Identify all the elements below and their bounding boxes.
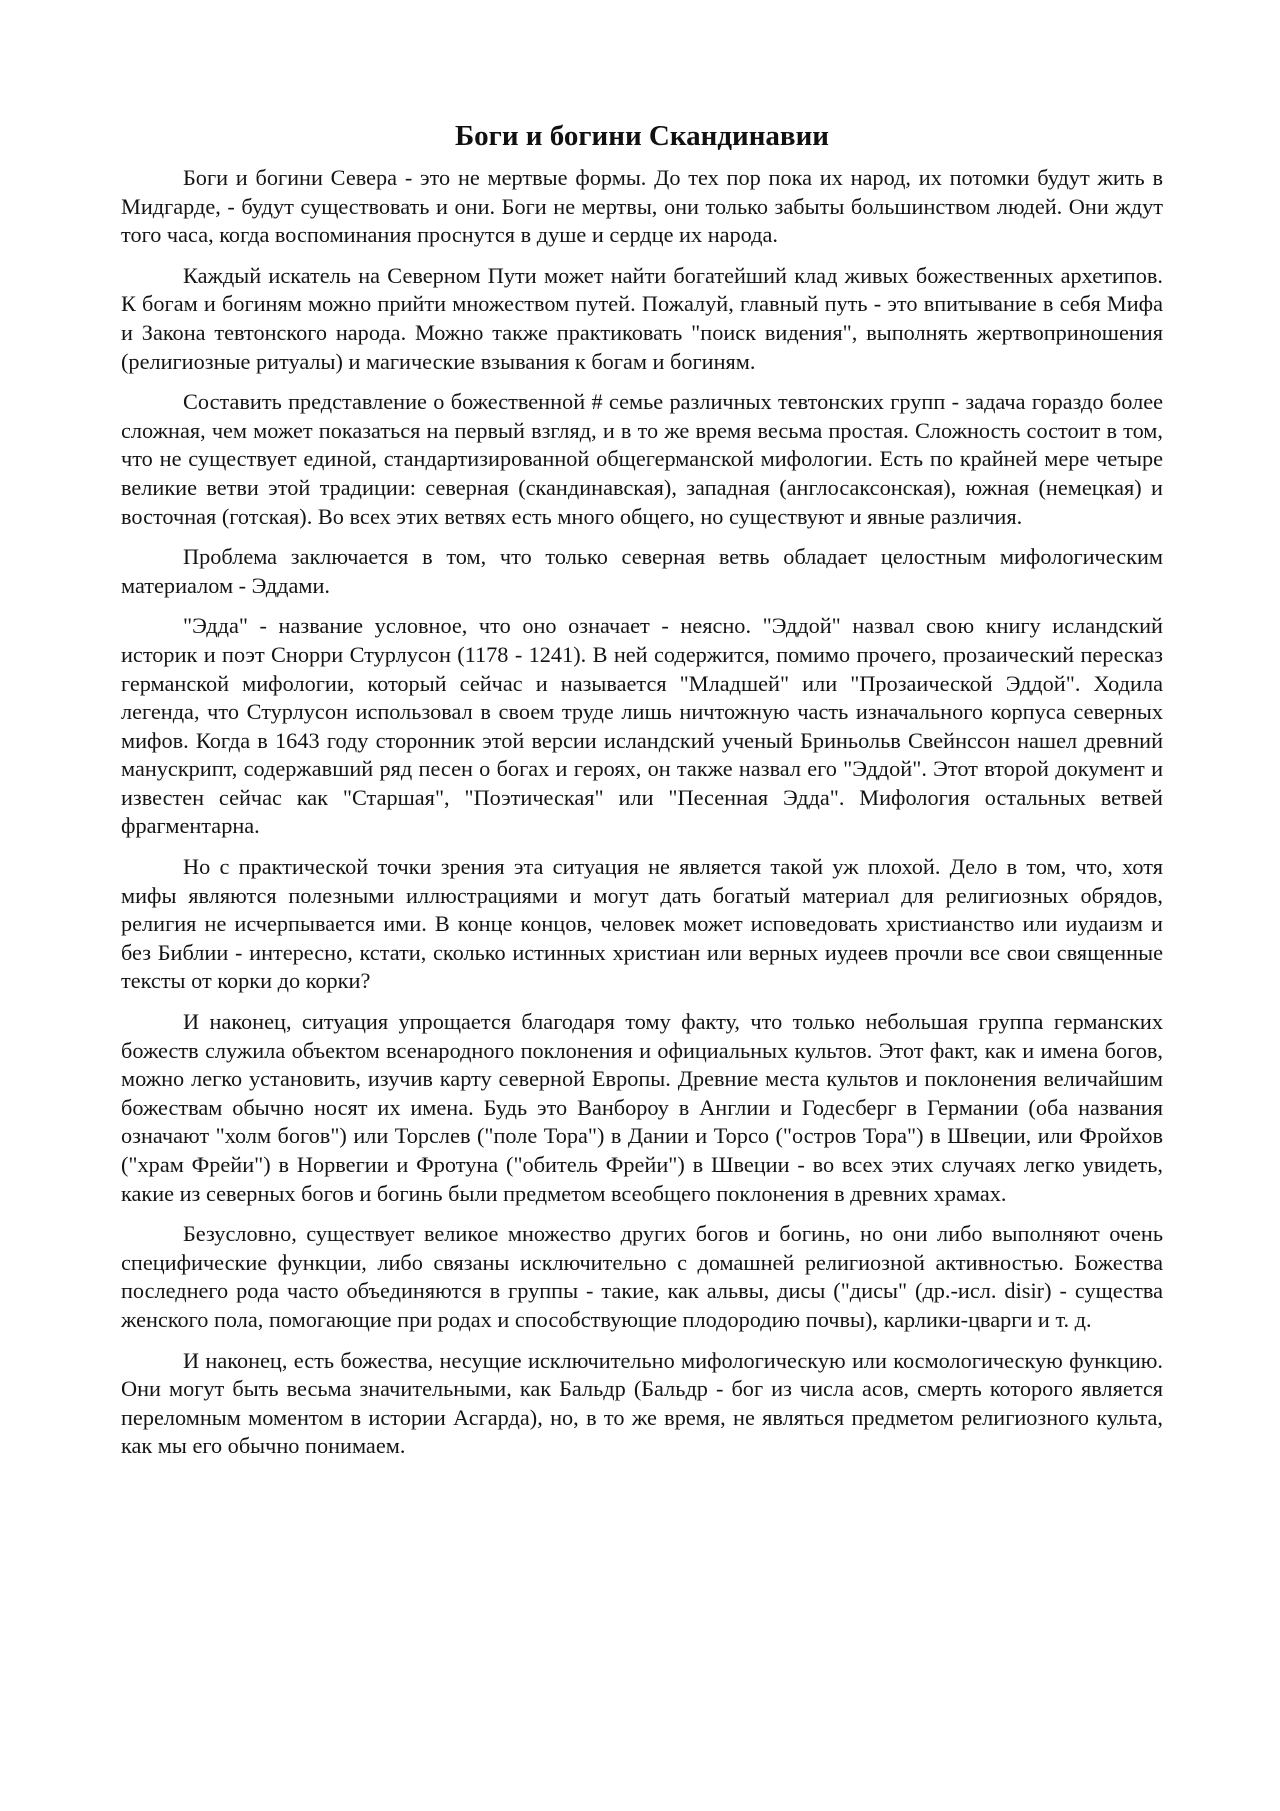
document-body [121,118,1163,1473]
paragraph-cult-places: И наконец, ситуация упрощается благодаря тому факту, что только небольшая группа германских божеств служила объектом всенародного поклонения и официальных культов. Этот факт, как и имена богов, можно легко установить, изучив карту северной Европы. Древние места культов и поклонения величайшим божествам обычно носят их имена. Будь это Ванбороу в Англии и Годесберг в Германии (оба названия означают "холм богов") или Торслев ("поле Тора") в Дании и Торсо ("остров Тора") в Швеции, или Фройхов ("храм Фрейи") в Норвегии и Фротуна ("обитель Фрейи") в Швеции - во всех этих случаях легко увидеть, какие из северных богов и богинь были предметом всеобщего поклонения в древних храмах. [121,1009,1163,1206]
paragraph-mythological: И наконец, есть божества, несущие исключительно мифологическую или космологическую функцию. Они могут быть весьма значительными, как Бальдр (Бальдр - бог из числа асов, смерть которого является переломным моментом в истории Асгарда), но, в то же время, не являться предметом религиозного культа, как мы его обычно понимаем. [121,1347,1163,1459]
paragraph-intro: Боги и богини Севера - это не мертвые формы. До тех пор пока их народ, их потомки будут жить в Мидгарде, - будут существовать и они. Боги не мертвы, они только забыты большинством людей. Они ждут того часа, когда воспоминания проснутся в душе и сердце их народа. [121,165,1163,248]
paragraph-practical: Но с практической точки зрения эта ситуация не является такой уж плохой. Дело в том, что, хотя мифы являются полезными иллюстрациями и могут дать богатый материал для религиозных обрядов, религия не исчерпывается ими. В конце концов, человек может исповедовать христианство или иудаизм и без Библии - интересно, кстати, сколько истинных христиан или верных иудеев прочли все свои священные тексты от корки до корки? [121,854,1163,994]
paragraph-problem: Проблема заключается в том, что только северная ветвь обладает целостным мифологическим материалом - Эддами. [121,544,1163,598]
paragraph-other-gods: Безусловно, существует великое множество других богов и богинь, но они либо выполняют очень специфические функции, либо связаны исключительно с домашней религиозной активностью. Божества последнего рода часто объединяются в группы - такие, как альвы, дисы ("дисы" (др.-исл. disir) - существа женского пола, помогающие при родах и способствующие плодородию почвы), карлики-цварги и т. д. [121,1221,1163,1332]
paragraph-northern-path: Каждый искатель на Северном Пути может найти богатейший клад живых божественных архетипов. К богам и богиням можно прийти множеством путей. Пожалуй, главный путь - это впитывание в себя Мифа и Закона тевтонского народа. Можно также практиковать "поиск видения", выполнять жертвоприношения (религиозные ритуалы) и магические взывания к богам и богиням. [121,262,1163,374]
paragraph-edda: "Эдда" - название условное, что оно означает - неясно. "Эддой" назвал свою книгу исландский историк и поэт Снорри Стурлусон (1178 - 1241). В ней содержится, помимо прочего, прозаический пересказ германской мифологии, который сейчас и называется "Младшей" или "Прозаической Эддой". Ходила легенда, что Стурлусон использовал в своем труде лишь ничтожную часть изначального корпуса северных мифов. Когда в 1643 году сторонник этой версии исландский ученый Бриньольв Свейнссон нашел древний манускрипт, содержавший ряд песен о богах и героях, он также назвал его "Эддой". Этот второй документ и известен сейчас как "Старшая", "Поэтическая" или "Песенная Эдда". Мифология остальных ветвей фрагментарна. [121,613,1163,839]
paragraph-divine-family: Составить представление о божественной # семье различных тевтонских групп - задача гораздо более сложная, чем может показаться на первый взгляд, и в то же время весьма простая. Сложность состоит в том, что не существует единой, стандартизированной общегерманской мифологии. Есть по крайней мере четыре великие ветви этой традиции: северная (скандинавская), западная (англосаксонская), южная (немецкая) и восточная (готская). Во всех этих ветвях есть много общего, но существуют и явные различия. [121,389,1163,529]
document-title: Боги и богини Скандинавии [454,120,829,152]
